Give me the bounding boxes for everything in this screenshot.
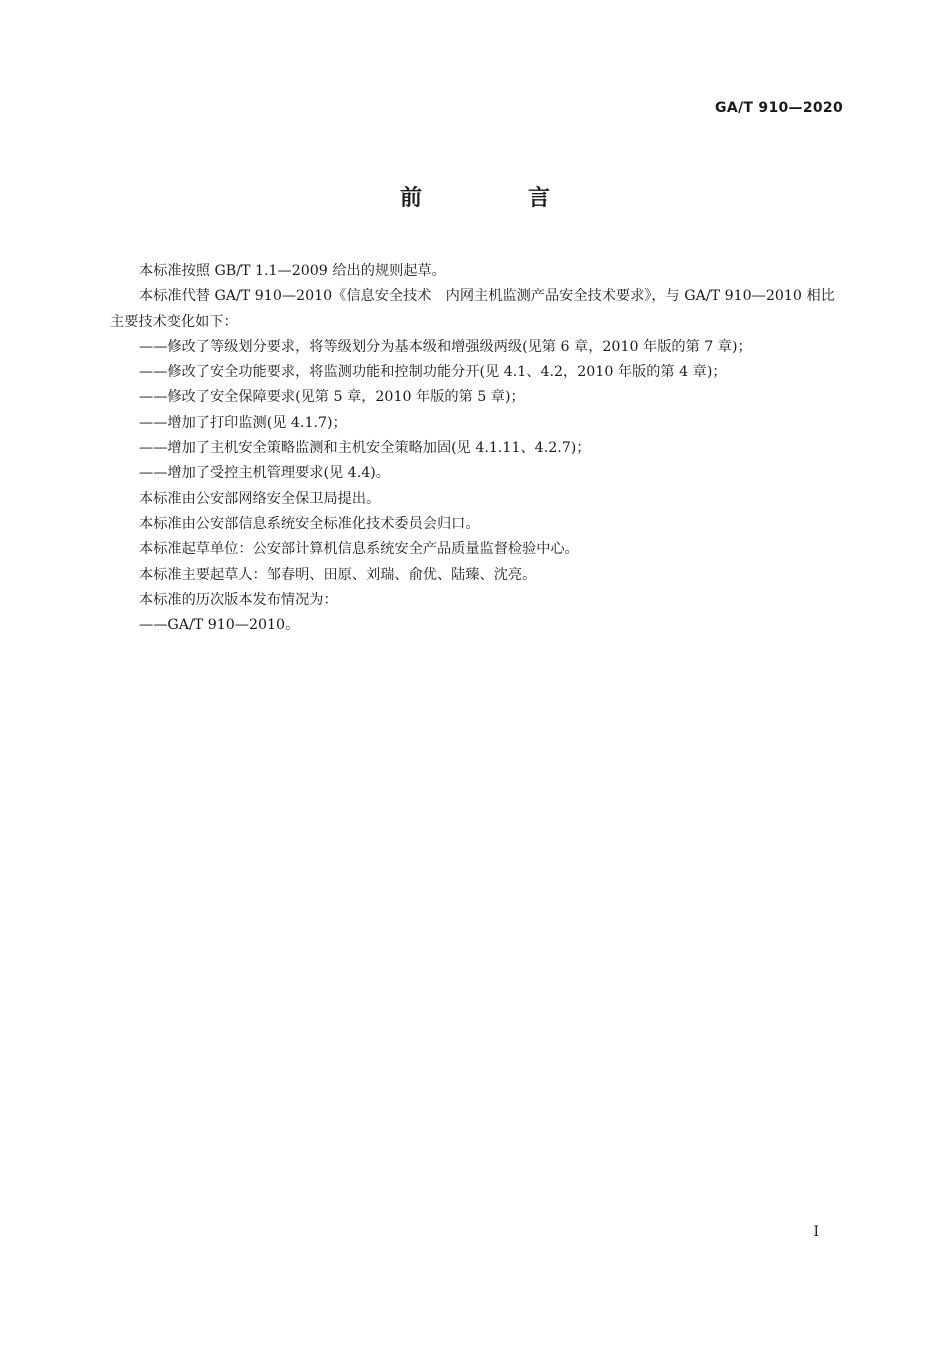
list-item: ——增加了主机安全策略监测和主机安全策略加固(见 4.1.11、4.2.7)；	[139, 440, 591, 457]
paragraph: 本标准起草单位：公安部计算机信息系统安全产品质量监督检验中心。	[139, 541, 579, 558]
page-number: I	[813, 1224, 819, 1240]
paragraph: 本标准的历次版本发布情况为：	[139, 591, 338, 608]
list-item: ——修改了安全功能要求，将监测功能和控制功能分开(见 4.1、4.2，2010 年版的第 4 章)；	[139, 364, 727, 381]
list-item: ——修改了安全保障要求(见第 5 章，2010 年版的第 5 章)；	[139, 389, 525, 406]
foreword-body	[110, 259, 842, 638]
list-item: ——GA/T 910—2010。	[139, 617, 300, 634]
paragraph: 本标准主要起草人：邹春明、田原、刘瑞、俞优、陆臻、沈亮。	[139, 566, 537, 583]
list-item: ——增加了受控主机管理要求(见 4.4)。	[139, 465, 390, 482]
list-item: ——修改了等级划分要求，将等级划分为基本级和增强级两级(见第 6 章，2010 年版的第 7 章)；	[139, 338, 752, 355]
standard-code: GA/T 910—2020	[715, 100, 843, 116]
paragraph: 本标准由公安部网络安全保卫局提出。	[139, 490, 381, 507]
list-item: ——增加了打印监测(见 4.1.7)；	[139, 414, 347, 431]
paragraph: 本标准代替 GA/T 910—2010《信息安全技术 内网主机监测产品安全技术要求》，与 GA/T 910—2010 相比主要技术变化如下：	[110, 288, 835, 330]
paragraph: 本标准由公安部信息系统安全标准化技术委员会归口。	[139, 515, 480, 532]
page-title: 前 言	[399, 186, 592, 211]
paragraph: 本标准按照 GB/T 1.1—2009 给出的规则起草。	[139, 263, 446, 279]
